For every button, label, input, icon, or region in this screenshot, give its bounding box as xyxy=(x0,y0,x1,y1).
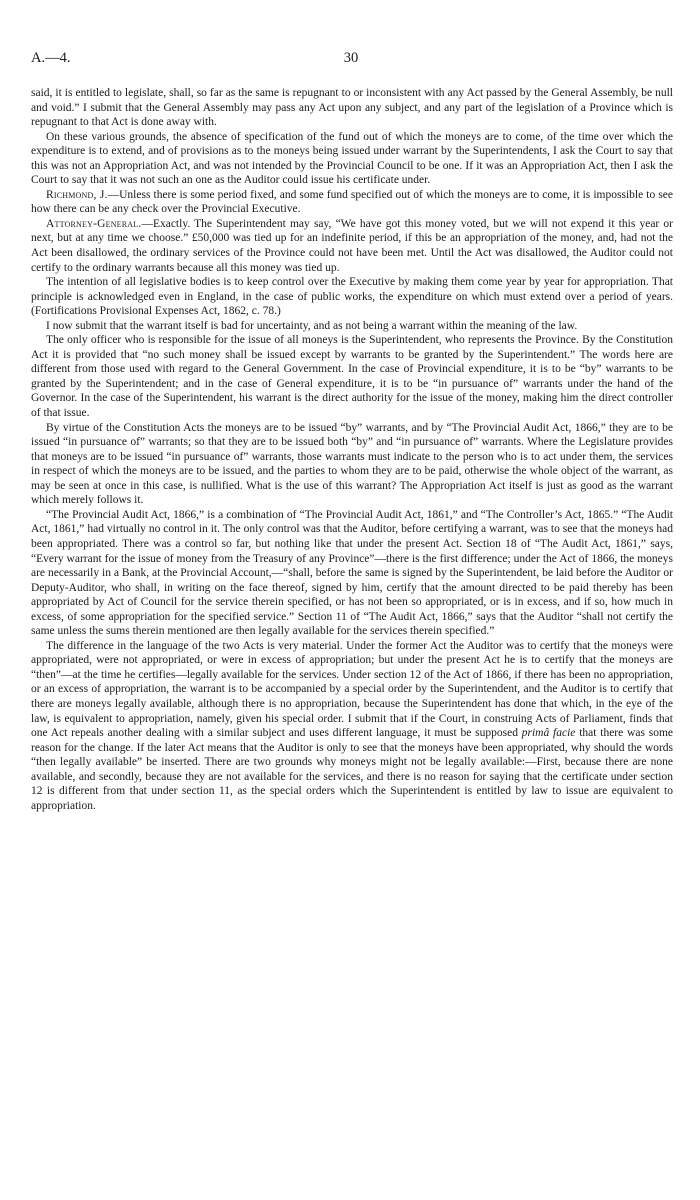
paragraph-text: —Unless there is some period fixed, and some fund specified out of which the moneys are to come, it is impossible to see how there can be any check over the Provincial Executive. xyxy=(31,188,673,216)
speaker-name: Richmond, J. xyxy=(46,188,108,201)
paragraph-text: By virtue of the Constitution Acts the moneys are to be issued “by” warrants, and by “The Provincial Audit Act, 1866,” they are to be issued “in pursuance of” warrants; so that they are to be issued both “by” and “in pursuance of” warrants. Where the Legislature provides that moneys are to be issued “in pursuance of” warrants, those warrants must indicate to the person who is to act under them, the services in respect of which the moneys are to be issued, and the parties to whom they are to be paid, otherwise the whole object of the warrant, as may be seen at once in this case, is nullified. What is the use of this warrant? The Appropriation Act itself is just as good as the warrant which merely follows it. xyxy=(31,421,673,507)
paragraph-text: “The Provincial Audit Act, 1866,” is a combination of “The Provincial Audit Act, 1861,” and “The Controller’s Act, 1865.” “The Audit Act, 1861,” had virtually no control in it. The only control was that the Auditor, before certifying a warrant, was to see that the moneys had been appropriated. There was a control so far, but nothing like that under the present Act. Section 18 of “The Audit Act, 1861,” says, “Every warrant for the issue of money from the Treasury of any Province”—there is the first difference; under the Act of 1866, the moneys are necessarily in a Bank, at the Provincial Account,—“shall, before the same is signed by the Superintendent, be laid before the Auditor or Deputy-Auditor, who shall, in writing on the face thereof, signed by him, certify that the amount directed to be paid thereby has been appropriated by Act of Council for the service therein specified, or has not been so appropriated, or is in excess, and if so, how much in excess, of some appropriation for the specified service.” Section 11 of “The Audit Act, 1866,” says that the Auditor “shall not certify the same unless the sums therein mentioned are then legally available for the services therein specified.” xyxy=(31,508,673,638)
paragraph-text: The only officer who is responsible for the issue of all moneys is the Superintendent, who represents the Province. By the Constitution Act it is provided that “no such money shall be issued except by warrants to be granted by the Superintendent.” The words here are different from those used with regard to the General Government. In the case of Provincial expenditure, it is to be “by” warrants to be granted by the Superintendent; and in the case of General expenditure, it is to be “in pursuance of” warrants under the hand of the Governor. In the case of the Superintendent, his warrant is the direct authority for the issue of the money, making him the direct controller of that issue. xyxy=(31,334,673,420)
paragraph-10 xyxy=(31,639,673,814)
paragraph-2 xyxy=(31,130,673,188)
document-reference: A.—4. xyxy=(31,50,71,66)
page-number: 30 xyxy=(343,50,359,66)
paragraph-3 xyxy=(31,188,673,217)
speaker-name: Attorney-General. xyxy=(46,217,142,230)
paragraph-9 xyxy=(31,508,673,639)
paragraph-text: I now submit that the warrant itself is bad for uncertainty, and as not being a warrant within the meaning of the law. xyxy=(46,319,578,332)
document-body xyxy=(31,86,673,813)
page-header-area xyxy=(31,50,671,72)
paragraph-7 xyxy=(31,333,673,420)
paragraph-text: —Exactly. The Superintendent may say, “We have got this money voted, but we will not expend it this year or next, but at any time we choose.” £50,000 was tied up for an indefinite period, if this be an appropriation of the money, and, had not the Act been disallowed, the ordinary services of the Province could not have been met. Until the Act was disallowed, the Auditor could not certify to the ordinary warrants because all this money was tied up. xyxy=(31,217,673,274)
paragraph-8 xyxy=(31,421,673,508)
paragraph-6 xyxy=(31,319,673,334)
paragraph-4 xyxy=(31,217,673,275)
paragraph-text: The difference in the language of the two Acts is very material. Under the former Act the Auditor was to certify that the moneys were appropriated, were not appropriated, or were in excess of appropriation; but under the present Act he is to certify that the moneys are “then”—at the time he certifies—legally available for the services. Under section 12 of the Act of 1866, if there has been no appropriation, or an excess of appropriation, the warrant is to be accompanied by a special order by the Superintendent, and the Auditor is to certify that there are moneys legally available, although there is no appropriation, because the Superintendent has done that which, in the eye of the law, is equivalent to appropriation, namely, given his special order. I submit that if the Court, in construing Acts of Parliament, finds that one Act repeals another dealing with a similar subject and uses different language, it must be supposed xyxy=(31,639,673,740)
paragraph-text: said, it is entitled to legislate, shall, so far as the same is repugnant to or inconsistent with any Act passed by the General Assembly, be null and void.” I submit that the General Assembly may pass any Act upon any subject, and any part of the legislation of a Province which is repugnant to that Act is done away with. xyxy=(31,87,673,129)
paragraph-text: On these various grounds, the absence of specification of the fund out of which the moneys are to come, of the time over which the expenditure is to extend, and of provisions as to the moneys being issued under warrant by the Superintendents, I ask the Court to say that this was not an Appropriation Act, and was not intended by the Provincial Council to be one. If it was an Appropriation Act, then I ask the Court to say that it was not such an one as the Auditor could issue his certificate under. xyxy=(31,130,673,187)
paragraph-5 xyxy=(31,275,673,319)
page-header xyxy=(31,50,671,72)
paragraph-1 xyxy=(31,86,673,130)
paragraph-text: The intention of all legislative bodies is to keep control over the Executive by making them come year by year for appropriation. That principle is acknowledged even in England, in the case of public works, the expenditure on which must extend over a period of years. (Fortifications Provisional Expenses Act, 1862, c. 78.) xyxy=(31,276,673,318)
italic-phrase: primâ facie xyxy=(521,727,576,740)
paragraph-text: that there was some reason for the change. If the later Act means that the Auditor is only to see that the moneys have been appropriated, why should the words “then legally available” be inserted. There are two grounds why moneys might not be legally available:—First, because there are none available, and secondly, because they are not available for the services, and there is no reason for saying that the certificate under section 12 is different from that under section 11, as the special orders which the Superintendent is entitled by law to issue are equivalent to appropriation. xyxy=(31,727,674,812)
